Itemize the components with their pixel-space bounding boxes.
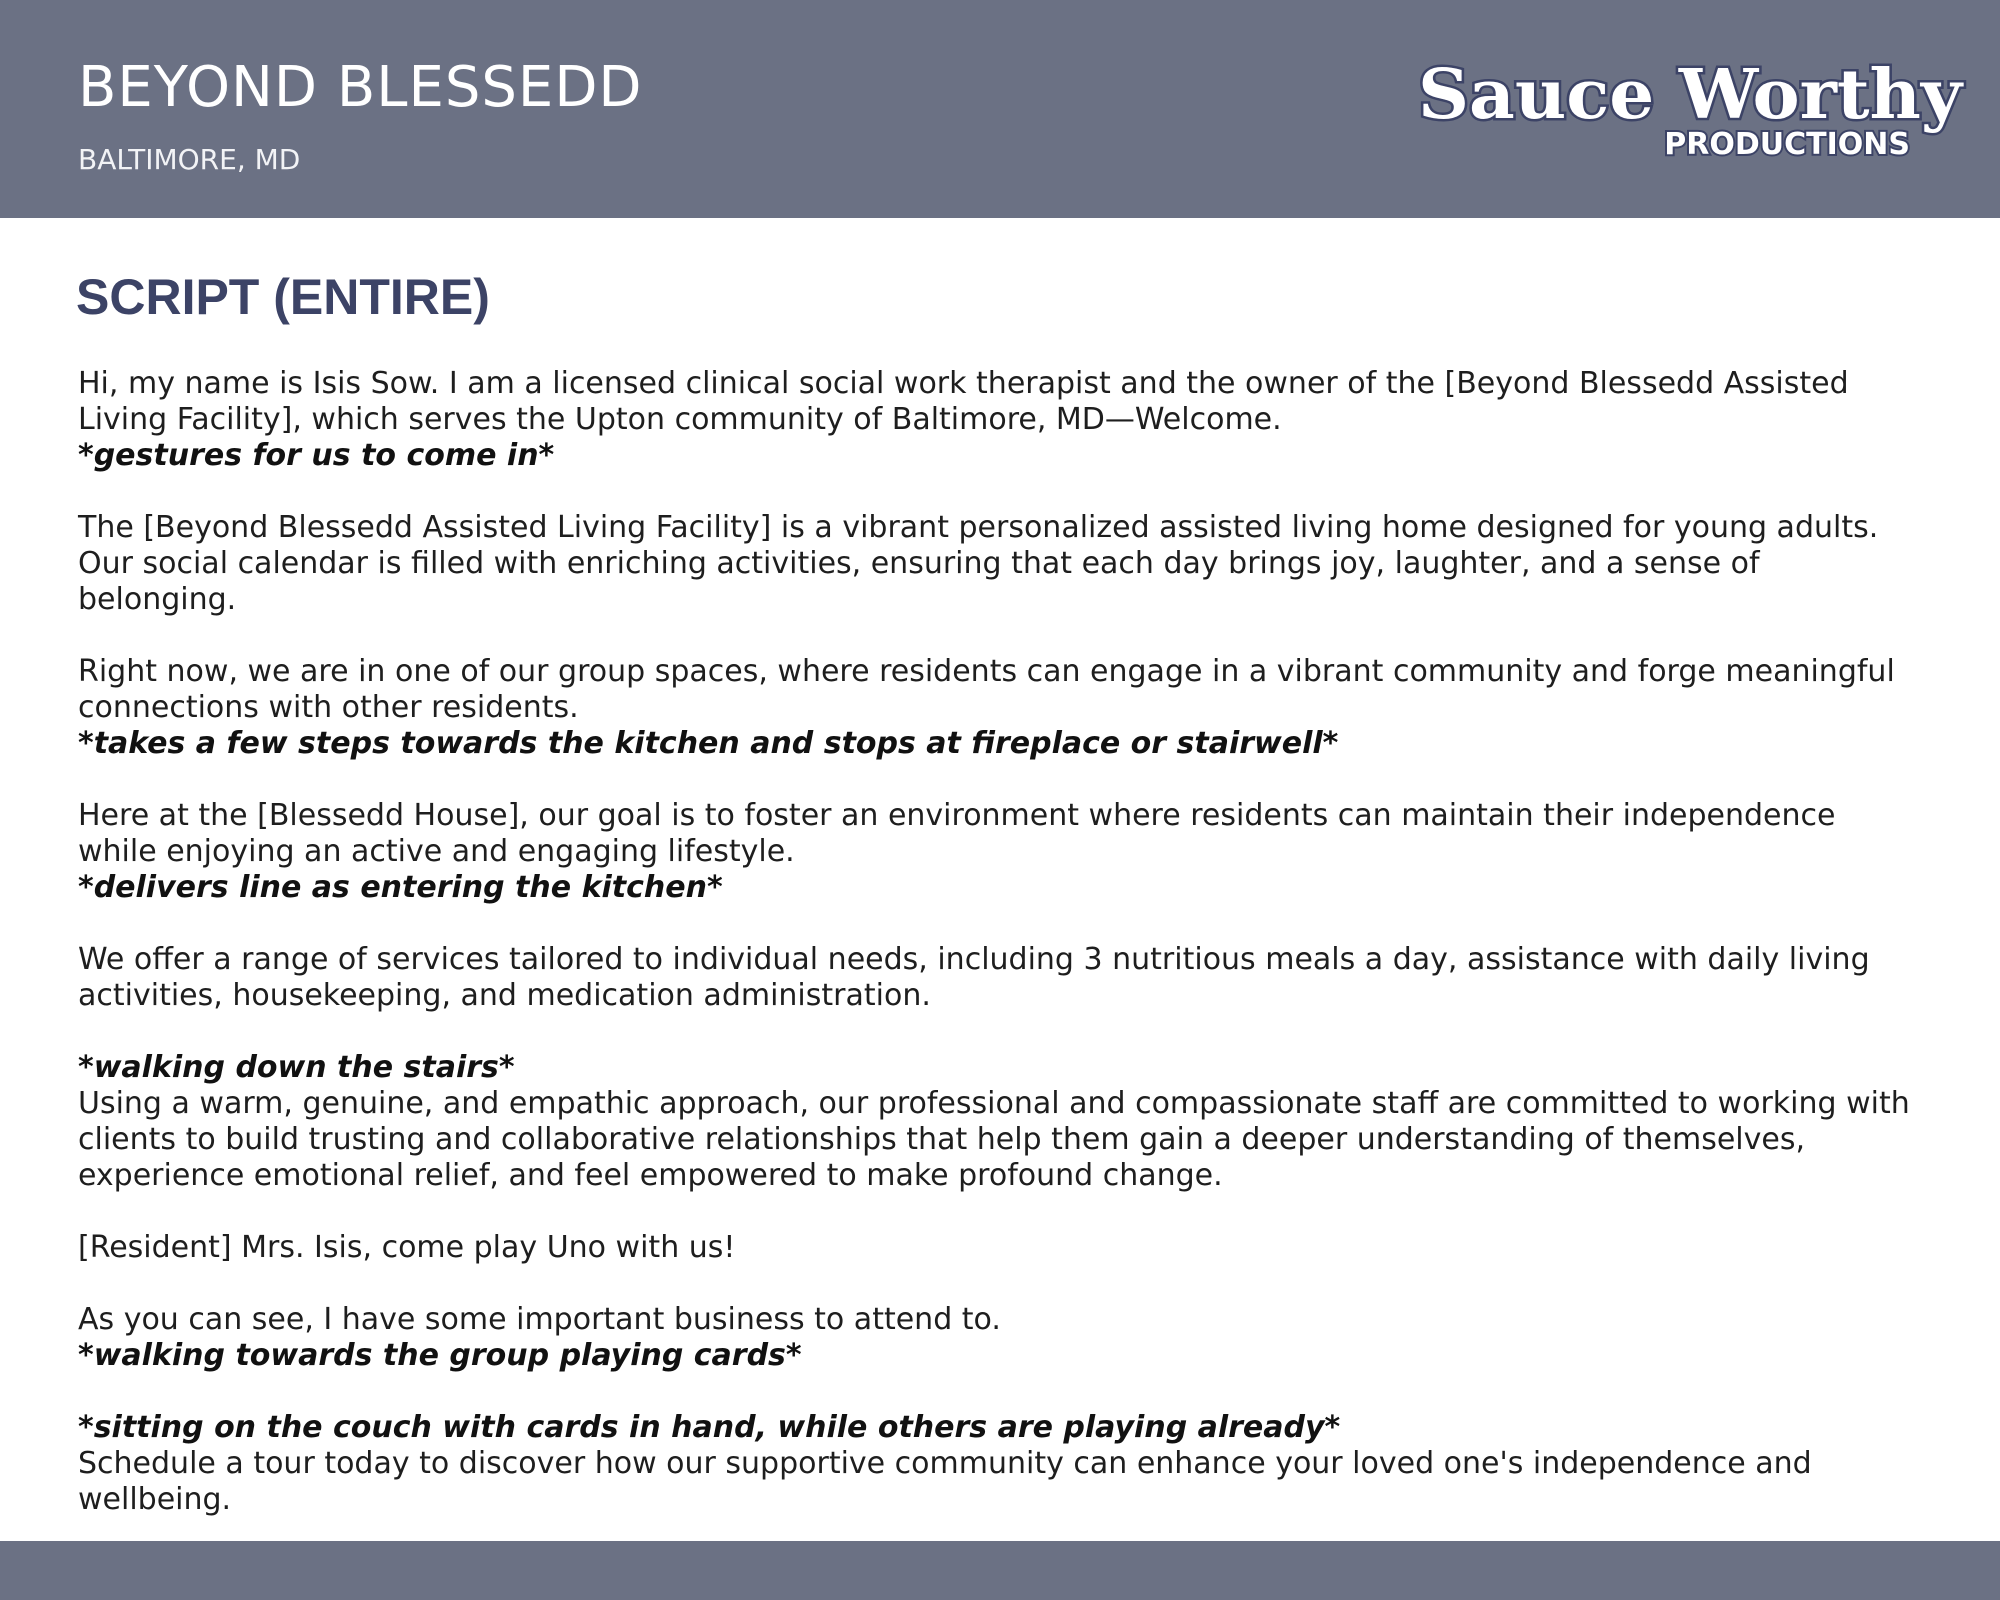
stage-direction: *walking down the stairs* [78, 1050, 515, 1085]
project-location: BALTIMORE, MD [78, 143, 301, 176]
script-paragraph: Using a warm, genuine, and empathic approach, our professional and compassionate staff are committed to working with clients to build trusting and collaborative relationships that help them gain a deeper understanding of themselves, experience emotional relief, and feel empowered to make profound change. [78, 1086, 1910, 1193]
logo-subline: PRODUCTIONS [1664, 127, 1910, 162]
paragraph-gap [78, 762, 1918, 798]
stage-direction: *delivers line as entering the kitchen* [78, 870, 723, 905]
paragraph-gap [78, 1194, 1918, 1230]
paragraph-gap [78, 474, 1918, 510]
script-paragraph: We offer a range of services tailored to individual needs, including 3 nutritious meals a day, assistance with daily living activities, housekeeping, and medication administration. [78, 942, 1870, 1013]
footer-bar [0, 1541, 2000, 1600]
stage-direction: *gestures for us to come in* [78, 438, 555, 473]
logo-wordmark: Sauce Worthy [1418, 55, 1965, 135]
paragraph-gap [78, 906, 1918, 942]
paragraph-gap [78, 618, 1918, 654]
script-paragraph: [Resident] Mrs. Isis, come play Uno with us! [78, 1230, 736, 1265]
stage-direction: *walking towards the group playing cards* [78, 1338, 802, 1373]
script-paragraph: Here at the [Blessedd House], our goal is to foster an environment where residents can maintain their independence while enjoying an active and engaging lifestyle. [78, 798, 1836, 869]
stage-direction: *takes a few steps towards the kitchen and stops at fireplace or stairwell* [78, 726, 1339, 761]
script-paragraph: As you can see, I have some important business to attend to. [78, 1302, 1001, 1337]
script-body [78, 366, 1918, 1518]
stage-direction: *sitting on the couch with cards in hand, while others are playing already* [78, 1410, 1341, 1445]
sauce-worthy-logo [1410, 50, 1970, 170]
project-title: BEYOND BLESSEDD [78, 55, 643, 120]
script-paragraph: The [Beyond Blessedd Assisted Living Facility] is a vibrant personalized assisted living home designed for young adults. Our social calendar is filled with enriching activities, ensuring that each day brings joy, laughter, and a sense of belonging. [78, 510, 1879, 617]
paragraph-gap [78, 1266, 1918, 1302]
script-paragraph: Hi, my name is Isis Sow. I am a licensed clinical social work therapist and the owner of the [Beyond Blessedd Assisted Living Facility], which serves the Upton community of Baltimore, MD—Welcome. [78, 366, 1849, 437]
script-paragraph: Schedule a tour today to discover how our supportive community can enhance your loved one's independence and wellbeing. [78, 1446, 1812, 1517]
paragraph-gap [78, 1014, 1918, 1050]
section-heading: SCRIPT (ENTIRE) [76, 269, 490, 325]
header-bar [0, 0, 2000, 218]
paragraph-gap [78, 1374, 1918, 1410]
script-paragraph: Right now, we are in one of our group spaces, where residents can engage in a vibrant community and forge meaningful connections with other residents. [78, 654, 1895, 725]
